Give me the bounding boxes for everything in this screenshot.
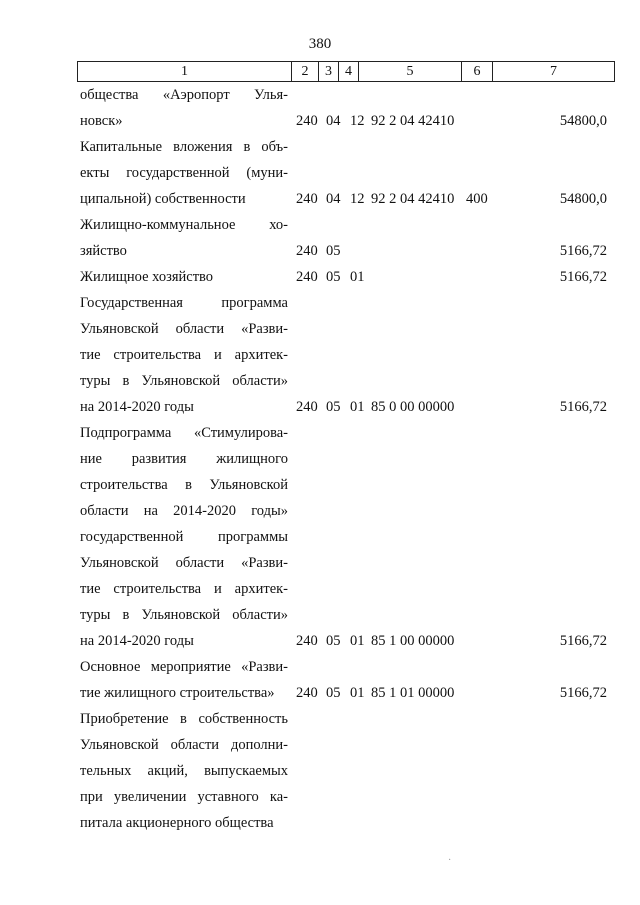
code-c5: 92 2 04 42410 — [371, 113, 455, 129]
row-codes — [0, 238, 640, 264]
code-c2: 240 — [296, 685, 318, 701]
code-c3: 04 — [326, 113, 341, 129]
code-c7: 5166,72 — [559, 633, 607, 649]
code-c2: 240 — [296, 633, 318, 649]
page-number: 380 — [308, 36, 332, 52]
description-line: Приобретение в собственность — [80, 711, 288, 727]
code-c4: 01 — [350, 269, 365, 285]
code-c3: 05 — [326, 633, 341, 649]
description-line: туры в Ульяновской области» — [80, 373, 288, 389]
table-row — [0, 654, 640, 706]
code-c7: 54800,0 — [559, 113, 607, 129]
description-line: области на 2014-2020 годы» — [80, 503, 288, 519]
table-row — [0, 212, 640, 264]
description-line: Ульяновской области «Разви- — [80, 321, 288, 337]
description-line: при увеличении уставного ка- — [80, 789, 288, 805]
budget-rows — [0, 82, 640, 836]
code-c4: 12 — [350, 191, 365, 207]
description-line: питала акционерного общества — [80, 815, 274, 831]
description-line: Подпрограмма «Стимулирова- — [80, 425, 288, 441]
column-header-1: 1 — [78, 62, 292, 82]
description-line: Государственная программа — [80, 295, 288, 311]
code-c4: 12 — [350, 113, 365, 129]
code-c5: 92 2 04 42410 — [371, 191, 455, 207]
code-c7: 5166,72 — [559, 399, 607, 415]
code-c3: 05 — [326, 243, 341, 259]
table-row — [0, 134, 640, 212]
description-line: Ульяновской области дополни- — [80, 737, 288, 753]
row-codes — [0, 108, 640, 134]
row-codes — [0, 810, 640, 836]
description-line: новск» — [80, 113, 123, 129]
code-c2: 240 — [296, 399, 318, 415]
column-header-5: 5 — [359, 62, 462, 82]
description-line: Ульяновской области «Разви- — [80, 555, 288, 571]
code-c5: 85 1 00 00000 — [371, 633, 455, 649]
description-line: тие строительства и архитек- — [80, 581, 288, 597]
description-line: зяйство — [80, 243, 127, 259]
row-codes — [0, 394, 640, 420]
row-codes — [0, 264, 640, 290]
column-header-2: 2 — [292, 62, 319, 82]
row-codes — [0, 186, 640, 212]
table-row — [0, 420, 640, 654]
description-line: туры в Ульяновской области» — [80, 607, 288, 623]
description-line: Основное мероприятие «Разви- — [80, 659, 288, 675]
description-line: Капитальные вложения в объ- — [80, 139, 288, 155]
column-header-table — [77, 61, 615, 82]
code-c5: 85 0 00 00000 — [371, 399, 455, 415]
description-line: тие строительства и архитек- — [80, 347, 288, 363]
table-row — [0, 290, 640, 420]
code-c2: 240 — [296, 269, 318, 285]
column-header-7: 7 — [493, 62, 615, 82]
code-c4: 01 — [350, 685, 365, 701]
description-line: на 2014-2020 годы — [80, 633, 194, 649]
code-c4: 01 — [350, 399, 365, 415]
table-row — [0, 82, 640, 134]
column-header-row — [78, 62, 615, 82]
description-line: государственной программы — [80, 529, 288, 545]
description-line: строительства в Ульяновской — [80, 477, 288, 493]
code-c3: 05 — [326, 399, 341, 415]
code-c4: 01 — [350, 633, 365, 649]
code-c7: 5166,72 — [559, 685, 607, 701]
code-c6: 400 — [466, 191, 488, 207]
table-row — [0, 264, 640, 290]
column-header-4: 4 — [339, 62, 359, 82]
code-c5: 85 1 01 00000 — [371, 685, 455, 701]
code-c2: 240 — [296, 243, 318, 259]
code-c7: 54800,0 — [559, 191, 607, 207]
description-line: екты государственной (муни- — [80, 165, 288, 181]
code-c3: 05 — [326, 685, 341, 701]
description-line: Жилищное хозяйство — [80, 269, 214, 285]
description-line: общества «Аэропорт Улья- — [80, 87, 288, 103]
code-c3: 05 — [326, 269, 341, 285]
code-c3: 04 — [326, 191, 341, 207]
description-line: тельных акций, выпускаемых — [80, 763, 288, 779]
description-line: тие жилищного строительства» — [80, 685, 275, 701]
code-c7: 5166,72 — [559, 243, 607, 259]
table-row — [0, 706, 640, 836]
column-header-6: 6 — [462, 62, 493, 82]
description-line: на 2014-2020 годы — [80, 399, 194, 415]
description-line: ципальной) собственности — [80, 191, 246, 207]
row-codes — [0, 680, 640, 706]
code-c2: 240 — [296, 113, 318, 129]
code-c2: 240 — [296, 191, 318, 207]
description-line: Жилищно-коммунальное хо- — [80, 217, 288, 233]
row-codes — [0, 628, 640, 654]
code-c7: 5166,72 — [559, 269, 607, 285]
scan-speck: · — [448, 855, 452, 866]
description-line: ние развития жилищного — [80, 451, 288, 467]
column-header-3: 3 — [319, 62, 339, 82]
